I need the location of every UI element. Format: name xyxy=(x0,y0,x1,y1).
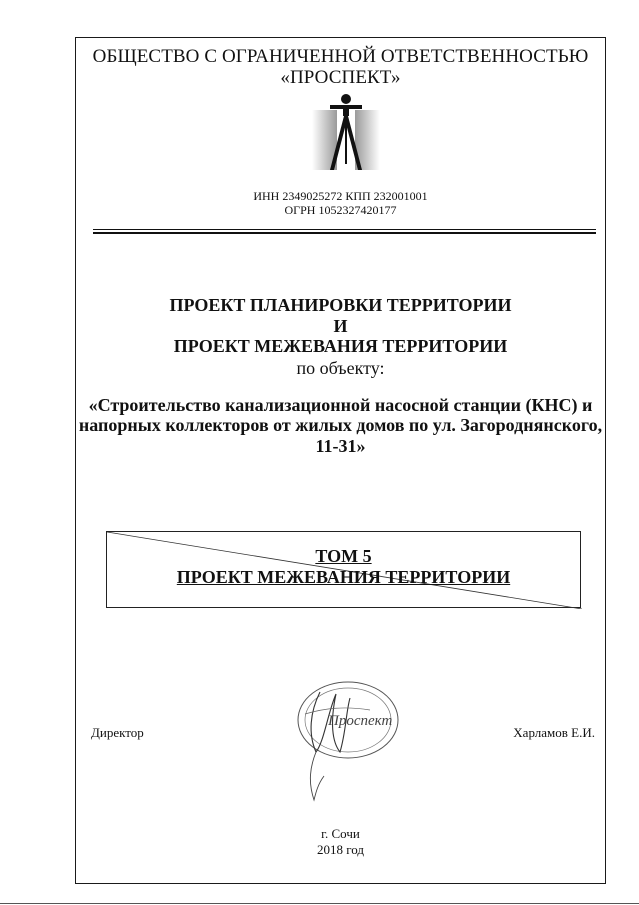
volume-title: ПРОЕКТ МЕЖЕВАНИЯ ТЕРРИТОРИИ xyxy=(176,567,511,587)
object-name-line2: напорных коллекторов от жилых домов по ул. Загороднянского, xyxy=(78,415,603,435)
title-subtitle: по объекту: xyxy=(296,358,385,378)
footer-year: 2018 год xyxy=(317,842,364,857)
footer-city: г. Сочи xyxy=(321,826,360,841)
surveyor-tripod-logo-icon xyxy=(310,92,382,172)
title-line3: ПРОЕКТ МЕЖЕВАНИЯ ТЕРРИТОРИИ xyxy=(173,336,508,356)
volume-number: ТОМ 5 xyxy=(315,546,372,566)
director-label: Директор xyxy=(91,725,144,740)
title-line2: И xyxy=(333,316,348,336)
stamp-text: Проспект xyxy=(328,713,393,729)
bottom-scan-edge xyxy=(0,903,639,904)
ogrn: ОГРН 1052327420177 xyxy=(284,203,397,217)
object-name-line1: «Строительство канализационной насосной станции (КНС) и xyxy=(88,395,593,415)
title-line1: ПРОЕКТ ПЛАНИРОВКИ ТЕРРИТОРИИ xyxy=(169,295,512,315)
header-divider-thick xyxy=(93,232,596,234)
company-name-line1: ОБЩЕСТВО С ОГРАНИЧЕННОЙ ОТВЕТСТВЕННОСТЬЮ xyxy=(92,46,589,67)
company-stamp-signature xyxy=(280,672,410,812)
director-name: Харламов Е.И. xyxy=(513,725,595,740)
inn-kpp: ИНН 2349025272 КПП 232001001 xyxy=(253,189,428,203)
header-divider-thin xyxy=(93,229,596,230)
company-name-line2: «ПРОСПЕКТ» xyxy=(280,67,401,88)
object-name-line3: 11-31» xyxy=(315,436,366,456)
